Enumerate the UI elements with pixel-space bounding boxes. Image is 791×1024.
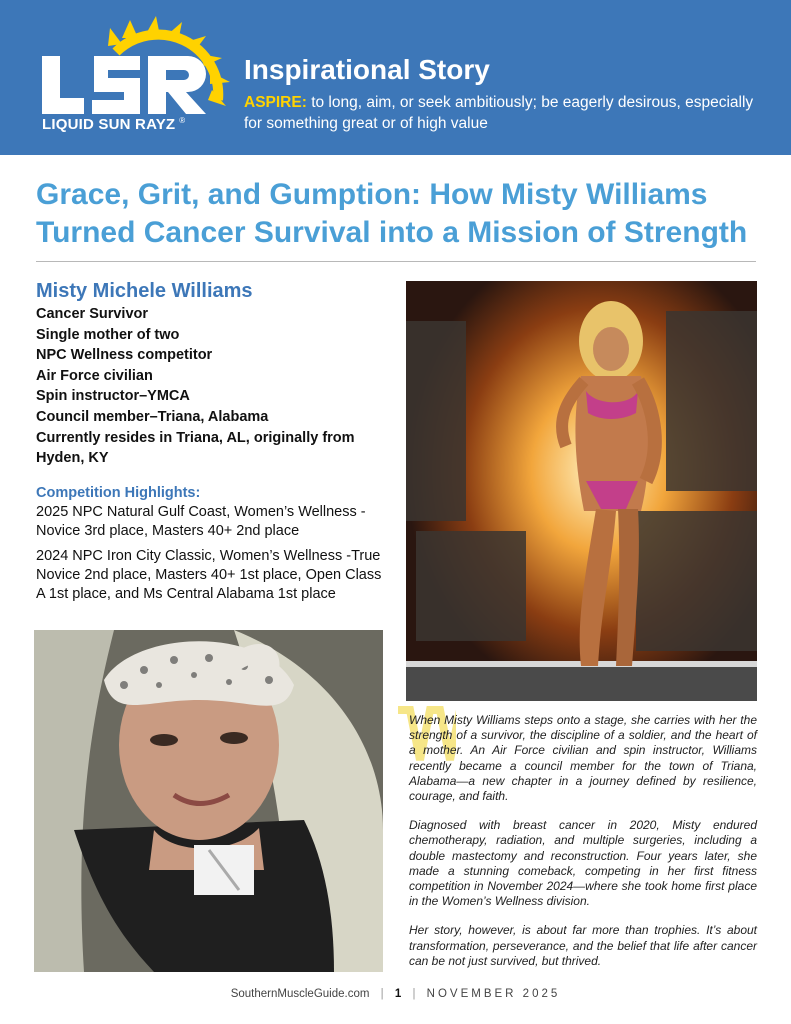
profile-fact: Currently resides in Triana, AL, originally from Hyden, KY: [36, 429, 355, 467]
footer-separator: |: [380, 988, 384, 1000]
competition-highlights-title: Competition Highlights:: [36, 485, 201, 501]
competition-stage-photo: [406, 281, 757, 701]
footer-separator: |: [412, 988, 416, 1000]
issue-date: NOVEMBER 2025: [426, 988, 561, 1000]
hospital-portrait-photo: [34, 630, 383, 972]
competition-highlights-list: [36, 503, 388, 610]
page-footer: [0, 988, 791, 1000]
divider-rule: [36, 261, 756, 262]
article-paragraph: Diagnosed with breast cancer in 2020, Misty endured chemotherapy, radiation, and multiple surgeries, including a double mastectomy and reconstruction. Four years later, she made a stunning comeback, competing in her first fitness competition in November 2024—where she took home first place in the Women’s Wellness division.: [409, 818, 757, 909]
article-body: [409, 713, 757, 983]
page-number: 1: [394, 988, 402, 1000]
article-paragraph: Her story, however, is about far more than trophies. It’s about transformation, perseverance, and the belief that life after cancer can be not just survived, but thrived.: [409, 923, 757, 968]
article-headline: Grace, Grit, and Gumption: How Misty Williams Turned Cancer Survival into a Mission of Strength: [36, 178, 748, 249]
aspire-text: to long, aim, or seek ambitiously; be eagerly desirous, especially for something great or of high value: [244, 94, 754, 132]
aspire-definition: [244, 92, 764, 134]
profile-fact: Council member–Triana, Alabama: [36, 408, 269, 425]
competition-item: 2024 NPC Iron City Classic, Women’s Wellness -True Novice 2nd place, Masters 40+ 1st place, Open Class A 1st place, and Ms Central Alabama 1st place: [36, 548, 382, 602]
profile-name: Misty Michele Williams: [36, 280, 253, 302]
logo-wordmark: LIQUID SUN RAYZ ®: [42, 116, 186, 133]
profile-fact: Single mother of two: [36, 326, 180, 343]
header-banner: [0, 0, 791, 155]
profile-fact: Air Force civilian: [36, 367, 153, 384]
profile-fact: NPC Wellness competitor: [36, 347, 213, 364]
profile-fact: Cancer Survivor: [36, 306, 149, 322]
profile-fact: Spin instructor–YMCA: [36, 388, 190, 405]
competition-item: 2025 NPC Natural Gulf Coast, Women’s Wellness - Novice 3rd place, Masters 40+ 2nd place: [36, 504, 366, 539]
article-paragraph: When Misty Williams steps onto a stage, she carries with her the strength of a survivor, the discipline of a soldier, and the heart of a mother. An Air Force civilian and spin instructor, Williams recently became a council member for the town of Triana, Alabama—a new chapter in a journey defined by resilience, courage, and faith.: [409, 713, 757, 804]
footer-site-link[interactable]: SouthernMuscleGuide.com: [230, 988, 370, 1000]
aspire-keyword: ASPIRE:: [244, 94, 307, 111]
profile-facts-list: [36, 304, 396, 469]
header-title: Inspirational Story: [244, 54, 490, 85]
